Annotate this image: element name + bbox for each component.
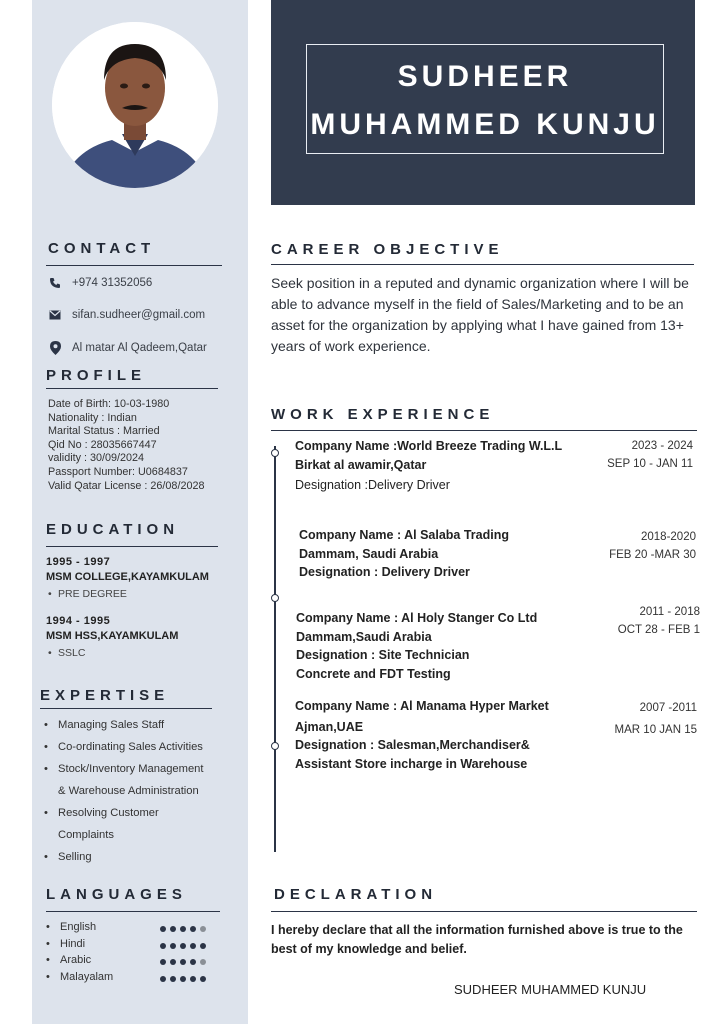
education-college: MSM COLLEGE,KAYAMKULAM xyxy=(46,571,209,583)
language-row xyxy=(46,921,226,938)
job-designation: Designation :Delivery Driver xyxy=(295,478,450,492)
language-rating xyxy=(160,956,210,968)
expertise-item: • Stock/Inventory Management xyxy=(44,758,204,780)
job-company: Company Name :World Breeze Trading W.L.L xyxy=(295,439,563,453)
job-entry xyxy=(296,609,537,683)
job-company: Company Name : Al Holy Stanger Co Ltd xyxy=(296,611,538,625)
expertise-item: • Resolving Customer xyxy=(44,802,204,824)
declaration-heading: DECLARATION xyxy=(274,886,438,903)
profile-heading: PROFILE xyxy=(46,367,147,384)
job-detail: Assistant Store incharge in Warehouse xyxy=(295,756,528,771)
profile-line: Date of Birth: 10-03-1980 xyxy=(48,398,170,410)
contact-heading: CONTACT xyxy=(48,240,156,257)
language-rating xyxy=(160,940,210,952)
rating-dot xyxy=(160,959,166,965)
languages-list xyxy=(46,921,226,987)
job-designation: Designation : Salesman,Merchandiser& xyxy=(295,738,530,752)
job-entry xyxy=(295,697,549,773)
contact-email xyxy=(48,308,205,322)
rating-dot xyxy=(170,976,176,982)
job-months: SEP 10 - JAN 11 xyxy=(607,458,693,470)
job-dates xyxy=(615,699,697,739)
address-text: Al matar Al Qadeem,Qatar xyxy=(72,342,207,354)
rating-dot xyxy=(190,926,196,932)
job-months: MAR 10 JAN 15 xyxy=(614,724,697,736)
job-months: FEB 20 -MAR 30 xyxy=(609,549,696,561)
timeline-dot xyxy=(271,594,279,602)
profile-rule xyxy=(46,388,218,389)
rating-dot xyxy=(180,959,186,965)
job-dates xyxy=(609,528,696,564)
language-name: English xyxy=(60,921,97,933)
education-college: MSM HSS,KAYAMKULAM xyxy=(46,630,179,642)
timeline-dot xyxy=(271,742,279,750)
rating-dot xyxy=(170,943,176,949)
language-name: Malayalam xyxy=(60,970,114,983)
languages-heading: LANGUAGES xyxy=(46,886,187,903)
declaration-text: I hereby declare that all the information furnished above is true to the best of my knowledge and belief. xyxy=(271,923,683,956)
name-first: SUDHEER xyxy=(397,60,573,93)
timeline-line xyxy=(274,446,276,852)
job-years: 2007 -2011 xyxy=(639,702,697,714)
language-name: Hindi xyxy=(60,937,86,950)
expertise-item-continued: Complaints xyxy=(58,829,114,841)
rating-dot xyxy=(160,976,166,982)
rating-dot xyxy=(190,943,196,949)
language-row xyxy=(46,938,226,955)
job-designation: Designation : Delivery Driver xyxy=(299,565,470,579)
language-row xyxy=(46,954,226,971)
languages-rule xyxy=(46,911,220,912)
education-years: 1995 - 1997 xyxy=(46,556,111,568)
job-dates xyxy=(607,437,693,473)
job-months: OCT 28 - FEB 1 xyxy=(617,624,700,636)
language-row xyxy=(46,971,226,988)
expertise-item: • Selling xyxy=(44,846,204,868)
expertise-rule xyxy=(40,708,212,709)
person-portrait-icon xyxy=(52,22,218,188)
rating-dot xyxy=(200,943,206,949)
education-item xyxy=(46,615,178,659)
expertise-item-continued: & Warehouse Administration xyxy=(58,785,199,797)
rating-dot xyxy=(170,926,176,932)
career-objective-text: Seek position in a reputed and dynamic organization where I will be able to advance myself in the field of Sales/Marketing and to be an asset for the organization by applying what I have gained from 13+ years of work experience. xyxy=(271,275,689,354)
profile-line: Valid Qatar License : 26/08/2028 xyxy=(48,479,205,492)
profile-line: validity : 30/09/2024 xyxy=(48,452,145,465)
education-item xyxy=(46,556,209,600)
profile-line: Marital Status : Married xyxy=(48,425,160,438)
language-rating xyxy=(160,973,210,985)
signature-name: SUDHEER MUHAMMED KUNJU xyxy=(454,982,647,997)
rating-dot xyxy=(160,943,166,949)
job-entry xyxy=(295,437,562,495)
career-objective-heading: CAREER OBJECTIVE xyxy=(271,241,504,258)
expertise-item: • Co-ordinating Sales Activities xyxy=(44,736,204,758)
career-rule xyxy=(271,264,694,265)
education-degree: • SSLC xyxy=(46,647,178,659)
expertise-item: • Managing Sales Staff xyxy=(44,714,204,736)
contact-phone xyxy=(48,276,152,290)
rating-dot xyxy=(160,926,166,932)
education-years: 1994 - 1995 xyxy=(46,615,111,627)
profile-photo xyxy=(52,22,218,188)
job-location: Birkat al awamir,Qatar xyxy=(295,457,427,472)
profile-details xyxy=(48,398,204,493)
language-name: Arabic xyxy=(60,954,92,966)
work-experience-heading: WORK EXPERIENCE xyxy=(271,406,495,423)
job-location: Ajman,UAE xyxy=(295,719,364,734)
rating-dot xyxy=(180,926,186,932)
education-degree: • PRE DEGREE xyxy=(46,588,209,600)
rating-dot xyxy=(190,976,196,982)
rating-dot xyxy=(200,926,206,932)
profile-line: Passport Number: U0684837 xyxy=(48,465,188,478)
phone-icon xyxy=(48,276,62,290)
job-entry xyxy=(299,526,509,582)
job-location: Dammam, Saudi Arabia xyxy=(299,546,439,561)
language-rating xyxy=(160,923,210,935)
contact-rule xyxy=(46,265,222,266)
rating-dot xyxy=(190,959,196,965)
education-heading: EDUCATION xyxy=(46,521,180,538)
job-company: Company Name : Al Manama Hyper Market xyxy=(295,699,549,713)
education-rule xyxy=(46,546,218,547)
rating-dot xyxy=(200,959,206,965)
job-years: 2023 - 2024 xyxy=(631,440,693,452)
contact-address xyxy=(48,341,207,355)
profile-line: Qid No : 28035667447 xyxy=(48,438,157,451)
expertise-list xyxy=(44,714,204,868)
job-detail: Concrete and FDT Testing xyxy=(296,666,451,681)
rating-dot xyxy=(200,976,206,982)
envelope-icon xyxy=(48,308,62,322)
rating-dot xyxy=(180,943,186,949)
job-location: Dammam,Saudi Arabia xyxy=(296,629,432,644)
location-pin-icon xyxy=(48,341,62,355)
email-text: sifan.sudheer@gmail.com xyxy=(72,309,206,321)
timeline-dot xyxy=(271,449,279,457)
declaration-rule xyxy=(271,911,697,912)
name-last: MUHAMMED KUNJU xyxy=(310,108,660,141)
profile-line: Nationality : Indian xyxy=(48,411,137,424)
job-years: 2018-2020 xyxy=(641,531,696,543)
job-years: 2011 - 2018 xyxy=(639,606,700,618)
job-designation: Designation : Site Technician xyxy=(296,648,470,662)
job-company: Company Name : Al Salaba Trading xyxy=(299,528,510,542)
job-dates xyxy=(618,603,700,639)
rating-dot xyxy=(170,959,176,965)
work-rule xyxy=(271,430,697,431)
expertise-heading: EXPERTISE xyxy=(40,687,170,704)
rating-dot xyxy=(180,976,186,982)
phone-text: +974 31352056 xyxy=(72,277,153,289)
